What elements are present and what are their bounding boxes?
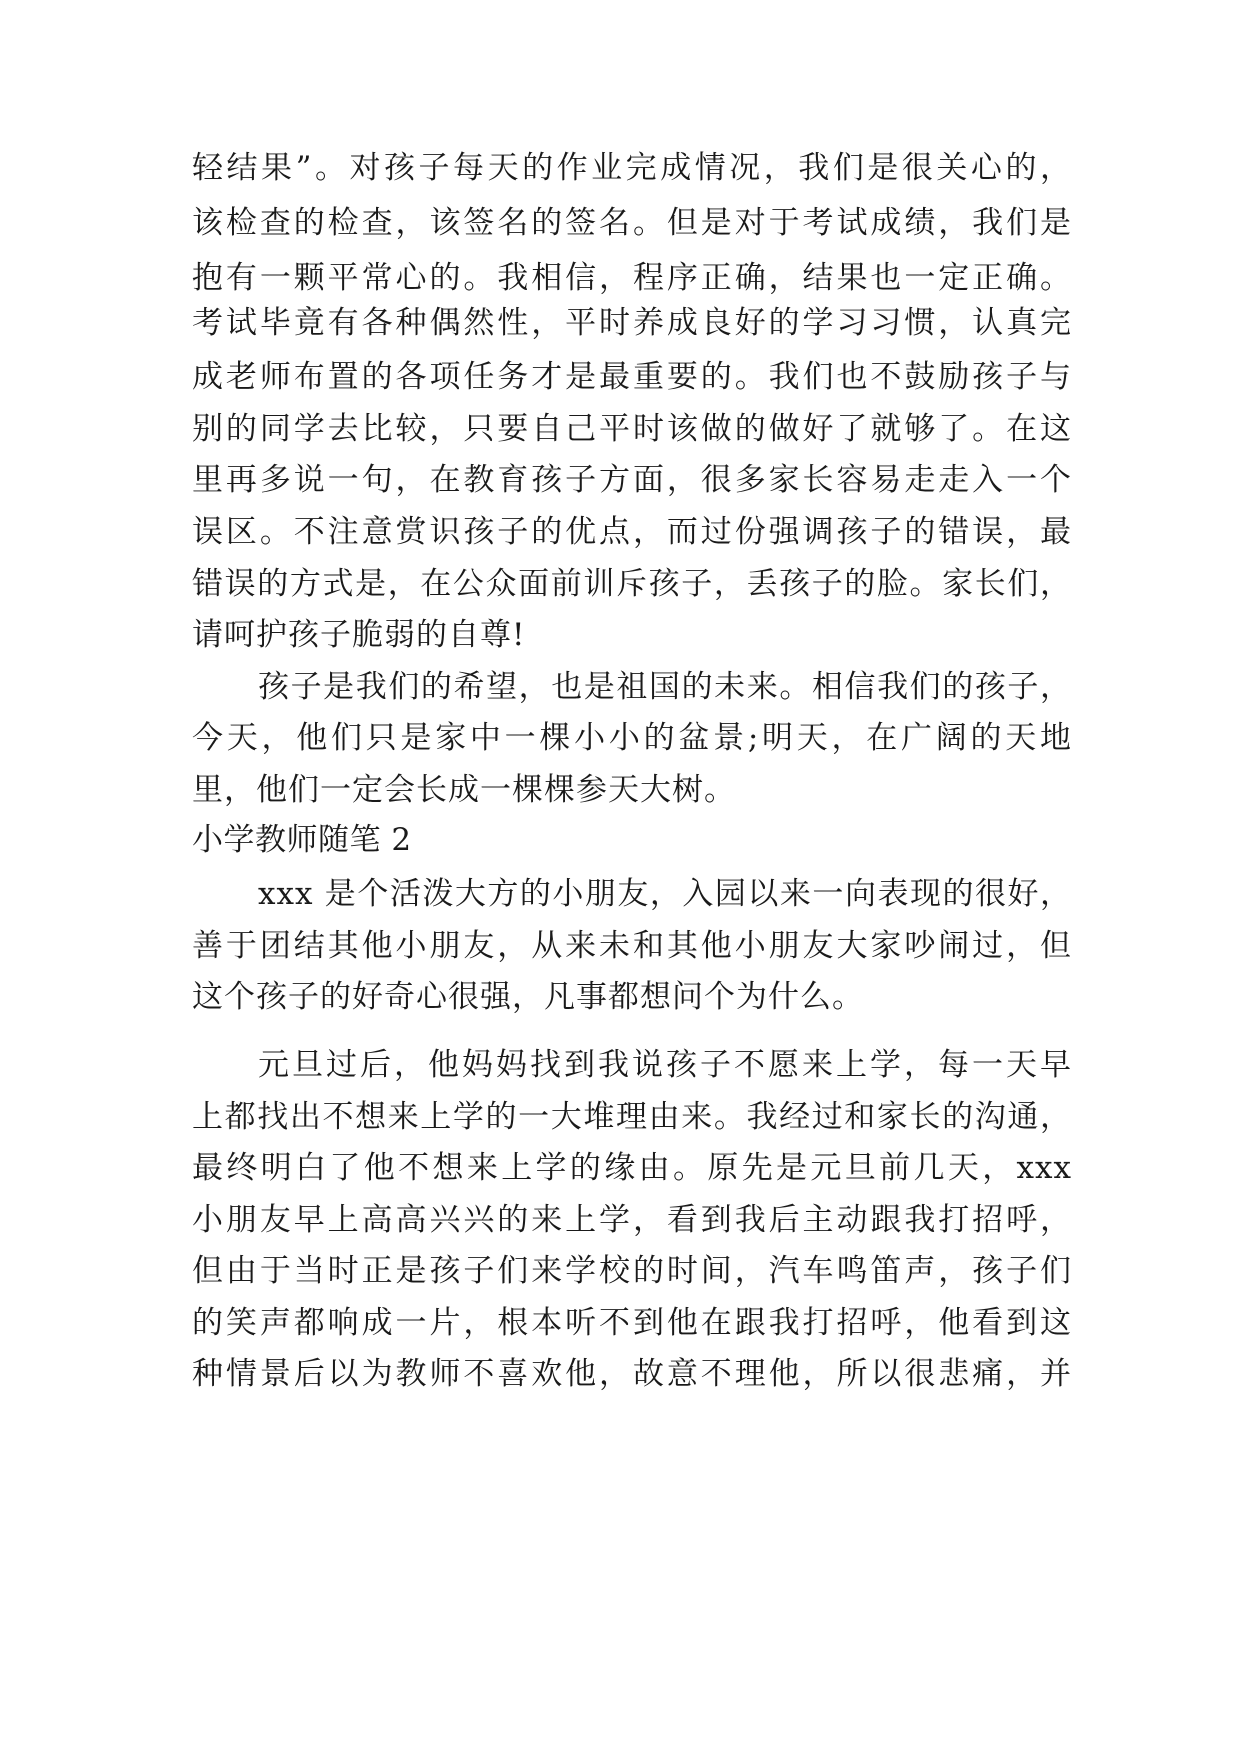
section-heading: 小学教师随笔 2 xyxy=(192,822,412,858)
body-text-line: 上都找出不想来上学的一大堆理由来。我经过和家长的沟通， xyxy=(192,1099,1072,1135)
body-text-line: 错误的方式是，在公众面前训斥孩子，丢孩子的脸。家长们， xyxy=(192,566,1072,602)
body-text-line: 轻结果”。对孩子每天的作业完成情况，我们是很关心的， xyxy=(192,150,1072,186)
body-text-line: 成老师布置的各项任务才是最重要的。我们也不鼓励孩子与 xyxy=(192,359,1072,395)
body-text-line: 抱有一颗平常心的。我相信，程序正确，结果也一定正确。 xyxy=(192,260,1072,296)
body-text-line: 误区。不注意赏识孩子的优点，而过份强调孩子的错误，最 xyxy=(192,514,1072,550)
body-text-line: 别的同学去比较，只要自己平时该做的做好了就够了。在这 xyxy=(192,411,1072,447)
body-text-line: 里再多说一句，在教育孩子方面，很多家长容易走走入一个 xyxy=(192,462,1072,498)
body-text-line: 该检查的检查，该签名的签名。但是对于考试成绩，我们是 xyxy=(192,205,1072,241)
body-text-line: 这个孩子的好奇心很强，凡事都想问个为什么。 xyxy=(192,979,864,1015)
body-text-line: 的笑声都响成一片，根本听不到他在跟我打招呼，他看到这 xyxy=(192,1305,1072,1341)
body-text-line: 种情景后以为教师不喜欢他，故意不理他，所以很悲痛，并 xyxy=(192,1356,1072,1392)
body-text-line: 但由于当时正是孩子们来学校的时间，汽车鸣笛声，孩子们 xyxy=(192,1253,1072,1289)
body-text-line: 小朋友早上高高兴兴的来上学，看到我后主动跟我打招呼， xyxy=(192,1202,1072,1238)
body-text-line: 善于团结其他小朋友，从来未和其他小朋友大家吵闹过，但 xyxy=(192,928,1072,964)
paragraph-first-line: xxx 是个活泼大方的小朋友，入园以来一向表现的很好， xyxy=(258,876,1072,912)
body-text-line: 里，他们一定会长成一棵棵参天大树。 xyxy=(192,772,736,808)
body-text-line: 今天，他们只是家中一棵小小的盆景;明天，在广阔的天地 xyxy=(192,720,1072,756)
body-text-line: 请呵护孩子脆弱的自尊! xyxy=(192,617,526,653)
paragraph-first-line: 元旦过后，他妈妈找到我说孩子不愿来上学，每一天早 xyxy=(258,1047,1072,1083)
body-text-line: 考试毕竟有各种偶然性，平时养成良好的学习习惯，认真完 xyxy=(192,305,1072,341)
body-text-line: 最终明白了他不想来上学的缘由。原先是元旦前几天，xxx xyxy=(192,1150,1072,1186)
paragraph-first-line: 孩子是我们的希望，也是祖国的未来。相信我们的孩子， xyxy=(258,669,1072,705)
